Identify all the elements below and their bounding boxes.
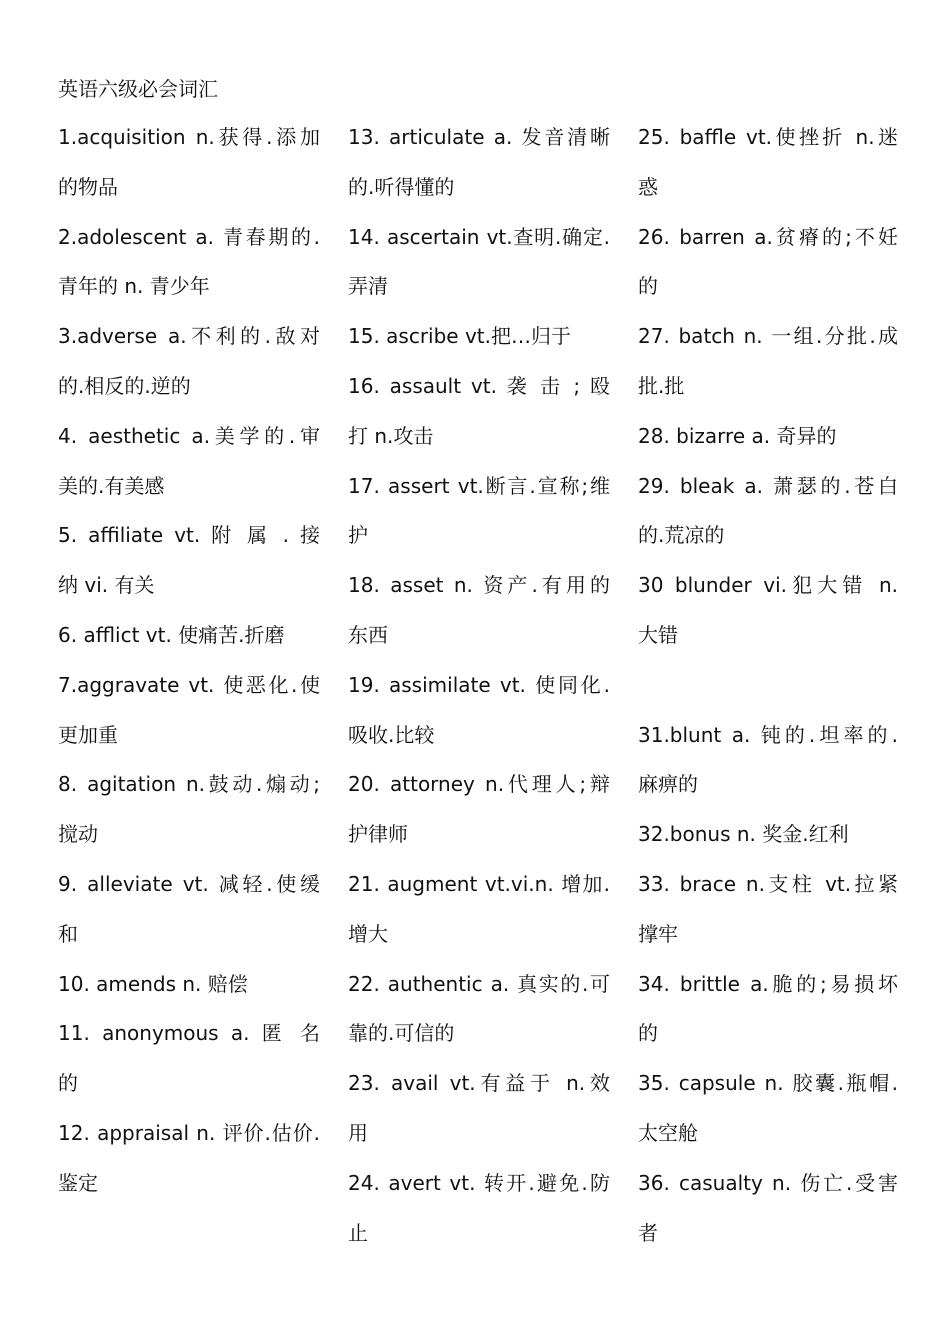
vocab-line: 18. asset n. 资产.有用的 xyxy=(348,573,610,598)
vocab-line: 10. amends n. 赔偿 xyxy=(58,971,248,996)
vocab-line: 8. agitation n.鼓动.煽动; xyxy=(58,772,320,797)
vocab-line: 36. casualty n. 伤亡.受害 xyxy=(638,1170,898,1195)
vocab-line: 护 xyxy=(348,523,368,548)
vocab-line: 大错 xyxy=(638,622,678,647)
vocab-line: 者 xyxy=(638,1220,658,1245)
vocab-line: 27. batch n. 一组.分批.成 xyxy=(638,324,898,349)
vocab-line: 止 xyxy=(348,1220,368,1245)
vocab-line: 9. alleviate vt. 减轻.使缓 xyxy=(58,871,320,896)
vocab-column-2 xyxy=(348,113,610,1258)
vocab-line: 增大 xyxy=(348,921,388,946)
vocab-line: 13. articulate a. 发音清晰 xyxy=(348,125,610,149)
vocab-line: 19. assimilate vt. 使同化. xyxy=(348,672,610,697)
vocab-line: 太空舱 xyxy=(638,1120,698,1145)
vocab-line: 24. avert vt. 转开.避免.防 xyxy=(348,1170,610,1195)
vocab-line: 20. attorney n.代理人;辩 xyxy=(348,772,610,797)
vocab-line: 31.blunt a. 钝的.坦率的. xyxy=(638,722,898,747)
vocab-line: 26. barren a.贫瘠的;不妊 xyxy=(638,224,898,249)
vocab-line: 12. appraisal n. 评价.估价. xyxy=(58,1120,320,1145)
vocab-line: 纳 vi. 有关 xyxy=(58,573,155,598)
vocab-line: 的.荒凉的 xyxy=(638,523,725,548)
vocab-line: 7.aggravate vt. 使恶化.使 xyxy=(58,672,320,697)
vocab-line: 11. anonymous a. 匿 名 xyxy=(58,1021,320,1046)
vocab-line: 的 xyxy=(58,1071,78,1096)
vocab-line: 的.听得懂的 xyxy=(348,174,455,199)
vocab-line: 3.adverse a.不利的.敌对 xyxy=(58,324,320,349)
vocab-line: 的 xyxy=(638,274,658,299)
vocab-line: 弄清 xyxy=(348,274,388,299)
vocab-line: 打 n.攻击 xyxy=(348,423,434,448)
vocab-line: 4. aesthetic a.美学的.审 xyxy=(58,423,320,448)
vocab-column-3 xyxy=(638,113,898,1258)
vocab-line: 25. baffle vt.使挫折 n.迷 xyxy=(638,125,898,149)
vocab-line: 更加重 xyxy=(58,722,118,747)
vocab-line: 惑 xyxy=(638,174,658,199)
vocab-line: 6. afflict vt. 使痛苦.折磨 xyxy=(58,622,285,647)
vocab-line: 用 xyxy=(348,1120,368,1145)
vocab-line: 麻痹的 xyxy=(638,772,698,797)
vocab-line: 吸收.比较 xyxy=(348,722,435,747)
vocab-line: 14. ascertain vt.查明.确定. xyxy=(348,224,610,249)
vocab-line: 撑牢 xyxy=(638,921,678,946)
vocab-line: 的物品 xyxy=(58,174,118,199)
vocab-line: 青年的 n. 青少年 xyxy=(58,274,210,299)
vocab-line: 的 xyxy=(638,1021,658,1046)
vocab-line: 17. assert vt.断言.宣称;维 xyxy=(348,473,610,498)
document-title: 英语六级必会词汇 xyxy=(58,77,218,101)
vocab-line: 靠的.可信的 xyxy=(348,1021,455,1046)
vocab-line: 15. ascribe vt.把…归于 xyxy=(348,324,572,349)
vocab-line: 28. bizarre a. 奇异的 xyxy=(638,423,837,448)
vocab-line: 的.相反的.逆的 xyxy=(58,373,191,398)
vocab-column-1 xyxy=(58,113,320,1209)
vocab-line: 和 xyxy=(58,921,78,946)
vocab-line: 护律师 xyxy=(348,822,408,847)
vocab-line xyxy=(638,661,898,711)
vocab-line: 2.adolescent a. 青春期的. xyxy=(58,224,320,249)
vocab-line: 批.批 xyxy=(638,373,685,398)
vocab-line: 1.acquisition n.获得.添加 xyxy=(58,125,320,149)
vocab-line: 5. affiliate vt. 附 属 . 接 xyxy=(58,523,320,548)
vocab-line: 东西 xyxy=(348,622,388,647)
vocab-line: 22. authentic a. 真实的.可 xyxy=(348,971,610,996)
vocab-line: 35. capsule n. 胶囊.瓶帽. xyxy=(638,1071,898,1096)
vocab-line: 29. bleak a. 萧瑟的.苍白 xyxy=(638,473,898,498)
vocab-line: 搅动 xyxy=(58,822,98,847)
vocab-line: 21. augment vt.vi.n. 增加. xyxy=(348,871,610,896)
vocab-line: 16. assault vt. 袭 击 ; 殴 xyxy=(348,373,610,398)
vocab-line: 34. brittle a.脆的;易损坏 xyxy=(638,971,898,996)
vocab-line: 美的.有美感 xyxy=(58,473,165,498)
vocab-line: 鉴定 xyxy=(58,1170,98,1195)
vocab-line: 30 blunder vi.犯大错 n. xyxy=(638,573,898,598)
vocab-line: 33. brace n.支柱 vt.拉紧 xyxy=(638,871,898,896)
vocab-line: 32.bonus n. 奖金.红利 xyxy=(638,822,849,847)
vocab-line: 23. avail vt.有益于 n.效 xyxy=(348,1071,610,1096)
